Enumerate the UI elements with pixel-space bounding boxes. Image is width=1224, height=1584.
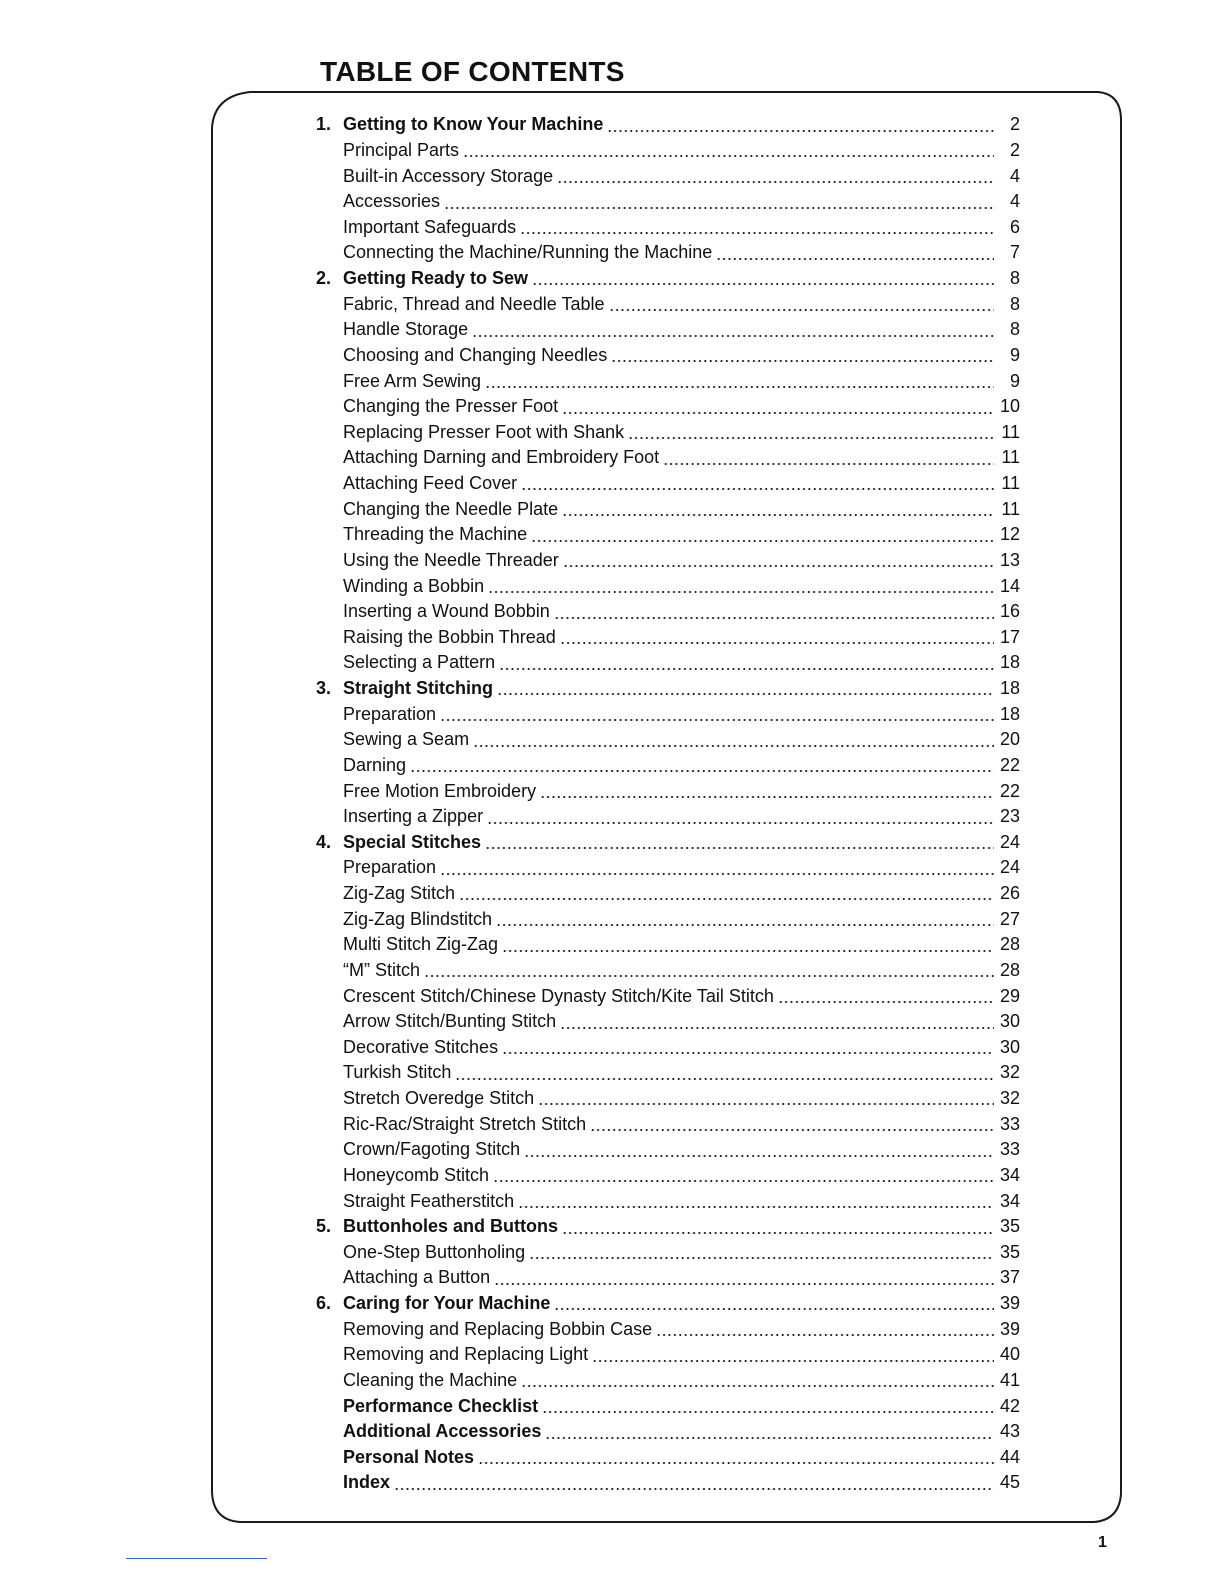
entry-page-number: 2	[1009, 139, 1020, 160]
entry-title: Attaching a Button	[343, 1267, 491, 1288]
toc-entry	[316, 906, 1020, 932]
toc-entry	[316, 625, 1020, 651]
toc-section-entry	[316, 1291, 1020, 1317]
section-number: 6.	[316, 1293, 332, 1314]
entry-page-number: 18	[999, 703, 1020, 724]
table-of-contents	[316, 112, 1020, 1496]
page-title: TABLE OF CONTENTS	[320, 56, 625, 87]
dot-leader	[478, 1461, 994, 1465]
toc-entry	[316, 240, 1020, 266]
entry-title: Replacing Presser Foot with Shank	[343, 421, 625, 442]
dot-leader	[497, 692, 994, 696]
entry-title: Getting Ready to Sew	[343, 268, 529, 289]
dot-leader	[440, 718, 994, 722]
entry-page-number: 28	[999, 959, 1020, 980]
entry-title: Cleaning the Machine	[343, 1369, 518, 1390]
dot-leader	[463, 154, 994, 158]
dot-leader	[499, 667, 994, 671]
toc-entry	[316, 1137, 1020, 1163]
toc-entry	[316, 1035, 1020, 1061]
entry-page-number: 11	[1001, 447, 1020, 468]
toc-section-entry	[316, 1214, 1020, 1240]
toc-entry	[316, 1368, 1020, 1394]
toc-entry	[316, 727, 1020, 753]
entry-page-number: 2	[1009, 114, 1020, 135]
dot-leader	[609, 308, 994, 312]
entry-title: Additional Accessories	[343, 1421, 542, 1442]
dot-leader	[493, 1179, 994, 1183]
entry-page-number: 39	[999, 1318, 1020, 1339]
dot-leader	[488, 590, 994, 594]
entry-title: Stretch Overedge Stitch	[343, 1088, 535, 1109]
entry-title: Inserting a Wound Bobbin	[343, 601, 550, 622]
dot-leader	[529, 1256, 994, 1260]
dot-leader	[563, 564, 994, 568]
dot-leader	[716, 257, 994, 261]
entry-page-number: 4	[1009, 191, 1020, 212]
section-number: 4.	[316, 831, 332, 852]
toc-entry	[316, 881, 1020, 907]
entry-page-number: 27	[999, 908, 1020, 929]
entry-page-number: 8	[1009, 268, 1020, 289]
entry-title: Index	[343, 1472, 391, 1493]
toc-entry	[316, 1470, 1020, 1496]
dot-leader	[518, 1205, 994, 1209]
entry-title: Threading the Machine	[343, 524, 528, 545]
dot-leader	[562, 411, 994, 415]
dot-leader	[444, 206, 994, 210]
dot-leader	[545, 1436, 994, 1440]
entry-page-number: 11	[1001, 498, 1020, 519]
entry-page-number: 10	[999, 396, 1020, 417]
dot-leader	[542, 1410, 994, 1414]
toc-entry	[316, 753, 1020, 779]
entry-title: Zig-Zag Blindstitch	[343, 908, 493, 929]
entry-title: Removing and Replacing Bobbin Case	[343, 1318, 653, 1339]
dot-leader	[472, 334, 994, 338]
entry-title: Changing the Needle Plate	[343, 498, 559, 519]
entry-title: Attaching Feed Cover	[343, 473, 518, 494]
toc-entry	[316, 291, 1020, 317]
dot-leader	[628, 436, 994, 440]
entry-title: Crescent Stitch/Chinese Dynasty Stitch/Kite Tail Stitch	[343, 985, 774, 1006]
toc-section-entry	[316, 830, 1020, 856]
entry-page-number: 6	[1009, 216, 1020, 237]
entry-page-number: 12	[999, 524, 1020, 545]
entry-title: Buttonholes and Buttons	[343, 1216, 558, 1237]
entry-title: Selecting a Pattern	[343, 652, 496, 673]
entry-title: Built-in Accessory Storage	[343, 165, 554, 186]
entry-title: Handle Storage	[343, 319, 469, 340]
dot-leader	[424, 974, 994, 978]
dot-leader	[663, 462, 994, 466]
entry-page-number: 32	[999, 1062, 1020, 1083]
entry-page-number: 23	[999, 806, 1020, 827]
entry-page-number: 30	[999, 1036, 1020, 1057]
dot-leader	[473, 744, 994, 748]
dot-leader	[440, 872, 994, 876]
entry-page-number: 30	[999, 1011, 1020, 1032]
entry-page-number: 34	[999, 1190, 1020, 1211]
entry-page-number: 16	[999, 601, 1020, 622]
toc-section-entry	[316, 112, 1020, 138]
section-number: 1.	[316, 114, 332, 135]
dot-leader	[611, 359, 994, 363]
entry-title: Changing the Presser Foot	[343, 396, 559, 417]
dot-leader	[521, 1384, 994, 1388]
dot-leader	[656, 1333, 994, 1337]
toc-entry	[316, 599, 1020, 625]
toc-entry	[316, 573, 1020, 599]
entry-page-number: 24	[999, 857, 1020, 878]
entry-page-number: 8	[1009, 319, 1020, 340]
toc-entry	[316, 701, 1020, 727]
entry-page-number: 22	[999, 780, 1020, 801]
dot-leader	[410, 769, 994, 773]
entry-page-number: 35	[999, 1216, 1020, 1237]
entry-title: Choosing and Changing Needles	[343, 344, 608, 365]
dot-leader	[394, 1487, 994, 1491]
entry-page-number: 34	[999, 1164, 1020, 1185]
entry-page-number: 33	[999, 1139, 1020, 1160]
dot-leader	[485, 846, 994, 850]
entry-title: Sewing a Seam	[343, 729, 470, 750]
dot-leader	[590, 1128, 994, 1132]
toc-entry	[316, 1393, 1020, 1419]
entry-title: Honeycomb Stitch	[343, 1164, 490, 1185]
entry-page-number: 45	[999, 1472, 1020, 1493]
entry-title: Turkish Stitch	[343, 1062, 452, 1083]
dot-leader	[494, 1282, 994, 1286]
section-number: 5.	[316, 1216, 332, 1237]
entry-title: Special Stitches	[343, 831, 482, 852]
entry-page-number: 4	[1009, 165, 1020, 186]
entry-title: Removing and Replacing Light	[343, 1344, 589, 1365]
toc-entry	[316, 932, 1020, 958]
dot-leader	[560, 1026, 994, 1030]
toc-entry	[316, 650, 1020, 676]
toc-entry	[316, 804, 1020, 830]
entry-page-number: 41	[999, 1369, 1020, 1390]
dot-leader	[607, 129, 994, 133]
toc-entry	[316, 215, 1020, 241]
toc-entry	[316, 420, 1020, 446]
dot-leader	[562, 1231, 994, 1235]
dot-leader	[538, 1102, 994, 1106]
toc-entry	[316, 983, 1020, 1009]
dot-leader	[485, 385, 994, 389]
toc-entry	[316, 471, 1020, 497]
bottom-rule	[126, 1558, 267, 1559]
toc-entry	[316, 522, 1020, 548]
toc-entry	[316, 1163, 1020, 1189]
dot-leader	[554, 1307, 994, 1311]
dot-leader	[455, 1077, 994, 1081]
entry-title: Connecting the Machine/Running the Machine	[343, 242, 713, 263]
toc-entry	[316, 1111, 1020, 1137]
entry-title: Crown/Fagoting Stitch	[343, 1139, 521, 1160]
toc-entry	[316, 855, 1020, 881]
entry-page-number: 11	[1001, 473, 1020, 494]
entry-title: Raising the Bobbin Thread	[343, 626, 556, 647]
entry-page-number: 29	[999, 985, 1020, 1006]
entry-page-number: 18	[999, 652, 1020, 673]
toc-entry	[316, 368, 1020, 394]
dot-leader	[531, 539, 994, 543]
entry-page-number: 7	[1009, 242, 1020, 263]
entry-page-number: 22	[999, 754, 1020, 775]
entry-title: Multi Stitch Zig-Zag	[343, 934, 499, 955]
entry-title: Inserting a Zipper	[343, 806, 484, 827]
entry-title: Caring for Your Machine	[343, 1293, 551, 1314]
toc-entry	[316, 394, 1020, 420]
entry-page-number: 40	[999, 1344, 1020, 1365]
toc-entry	[316, 1342, 1020, 1368]
entry-page-number: 37	[999, 1267, 1020, 1288]
toc-entry	[316, 778, 1020, 804]
entry-page-number: 26	[999, 883, 1020, 904]
dot-leader	[592, 1359, 994, 1363]
entry-page-number: 44	[999, 1446, 1020, 1467]
toc-section-entry	[316, 266, 1020, 292]
entry-page-number: 39	[999, 1293, 1020, 1314]
entry-page-number: 9	[1009, 370, 1020, 391]
entry-title: Free Motion Embroidery	[343, 780, 537, 801]
dot-leader	[540, 795, 994, 799]
dot-leader	[459, 897, 994, 901]
entry-page-number: 17	[999, 626, 1020, 647]
entry-page-number: 28	[999, 934, 1020, 955]
toc-entry	[316, 1265, 1020, 1291]
entry-title: Fabric, Thread and Needle Table	[343, 293, 605, 314]
toc-entry	[316, 445, 1020, 471]
entry-title: Performance Checklist	[343, 1395, 539, 1416]
toc-entry	[316, 548, 1020, 574]
page-number: 1	[1098, 1534, 1107, 1551]
entry-title: Principal Parts	[343, 139, 460, 160]
toc-entry	[316, 1445, 1020, 1471]
entry-title: Ric-Rac/Straight Stretch Stitch	[343, 1113, 587, 1134]
entry-title: Darning	[343, 754, 407, 775]
entry-page-number: 18	[999, 678, 1020, 699]
toc-entry	[316, 317, 1020, 343]
dot-leader	[496, 923, 994, 927]
toc-entry	[316, 496, 1020, 522]
entry-title: “M” Stitch	[343, 959, 421, 980]
toc-entry	[316, 1009, 1020, 1035]
dot-leader	[532, 282, 994, 286]
section-number: 2.	[316, 268, 332, 289]
entry-title: Preparation	[343, 703, 437, 724]
entry-title: Free Arm Sewing	[343, 370, 482, 391]
toc-entry	[316, 1316, 1020, 1342]
toc-entry	[316, 163, 1020, 189]
entry-title: Straight Featherstitch	[343, 1190, 515, 1211]
toc-entry	[316, 1419, 1020, 1445]
dot-leader	[502, 1051, 994, 1055]
toc-entry	[316, 1188, 1020, 1214]
toc-entry	[316, 1240, 1020, 1266]
entry-title: Personal Notes	[343, 1446, 475, 1467]
entry-page-number: 20	[999, 729, 1020, 750]
entry-page-number: 35	[999, 1241, 1020, 1262]
entry-page-number: 14	[999, 575, 1020, 596]
entry-page-number: 24	[999, 831, 1020, 852]
entry-title: Arrow Stitch/Bunting Stitch	[343, 1011, 557, 1032]
toc-entry	[316, 189, 1020, 215]
toc-entry	[316, 343, 1020, 369]
entry-title: One-Step Buttonholing	[343, 1241, 526, 1262]
dot-leader	[562, 513, 994, 517]
dot-leader	[778, 1000, 994, 1004]
dot-leader	[487, 821, 994, 825]
entry-page-number: 42	[999, 1395, 1020, 1416]
dot-leader	[521, 487, 994, 491]
entry-title: Winding a Bobbin	[343, 575, 485, 596]
entry-title: Accessories	[343, 191, 441, 212]
entry-page-number: 33	[999, 1113, 1020, 1134]
toc-entry	[316, 958, 1020, 984]
entry-page-number: 32	[999, 1088, 1020, 1109]
dot-leader	[557, 180, 994, 184]
entry-title: Straight Stitching	[343, 678, 493, 699]
toc-entry	[316, 1086, 1020, 1112]
section-number: 3.	[316, 678, 332, 699]
entry-page-number: 43	[999, 1421, 1020, 1442]
dot-leader	[554, 616, 994, 620]
toc-entry	[316, 1060, 1020, 1086]
toc-section-entry	[316, 676, 1020, 702]
entry-page-number: 9	[1009, 344, 1020, 365]
entry-title: Zig-Zag Stitch	[343, 883, 456, 904]
toc-entry	[316, 138, 1020, 164]
entry-title: Decorative Stitches	[343, 1036, 499, 1057]
entry-title: Preparation	[343, 857, 437, 878]
entry-title: Attaching Darning and Embroidery Foot	[343, 447, 660, 468]
dot-leader	[520, 231, 994, 235]
entry-page-number: 11	[1001, 421, 1020, 442]
entry-title: Using the Needle Threader	[343, 549, 559, 570]
dot-leader	[502, 949, 994, 953]
entry-title: Important Safeguards	[343, 216, 517, 237]
dot-leader	[524, 1154, 994, 1158]
entry-page-number: 8	[1009, 293, 1020, 314]
entry-page-number: 13	[999, 549, 1020, 570]
dot-leader	[560, 641, 994, 645]
entry-title: Getting to Know Your Machine	[343, 114, 604, 135]
